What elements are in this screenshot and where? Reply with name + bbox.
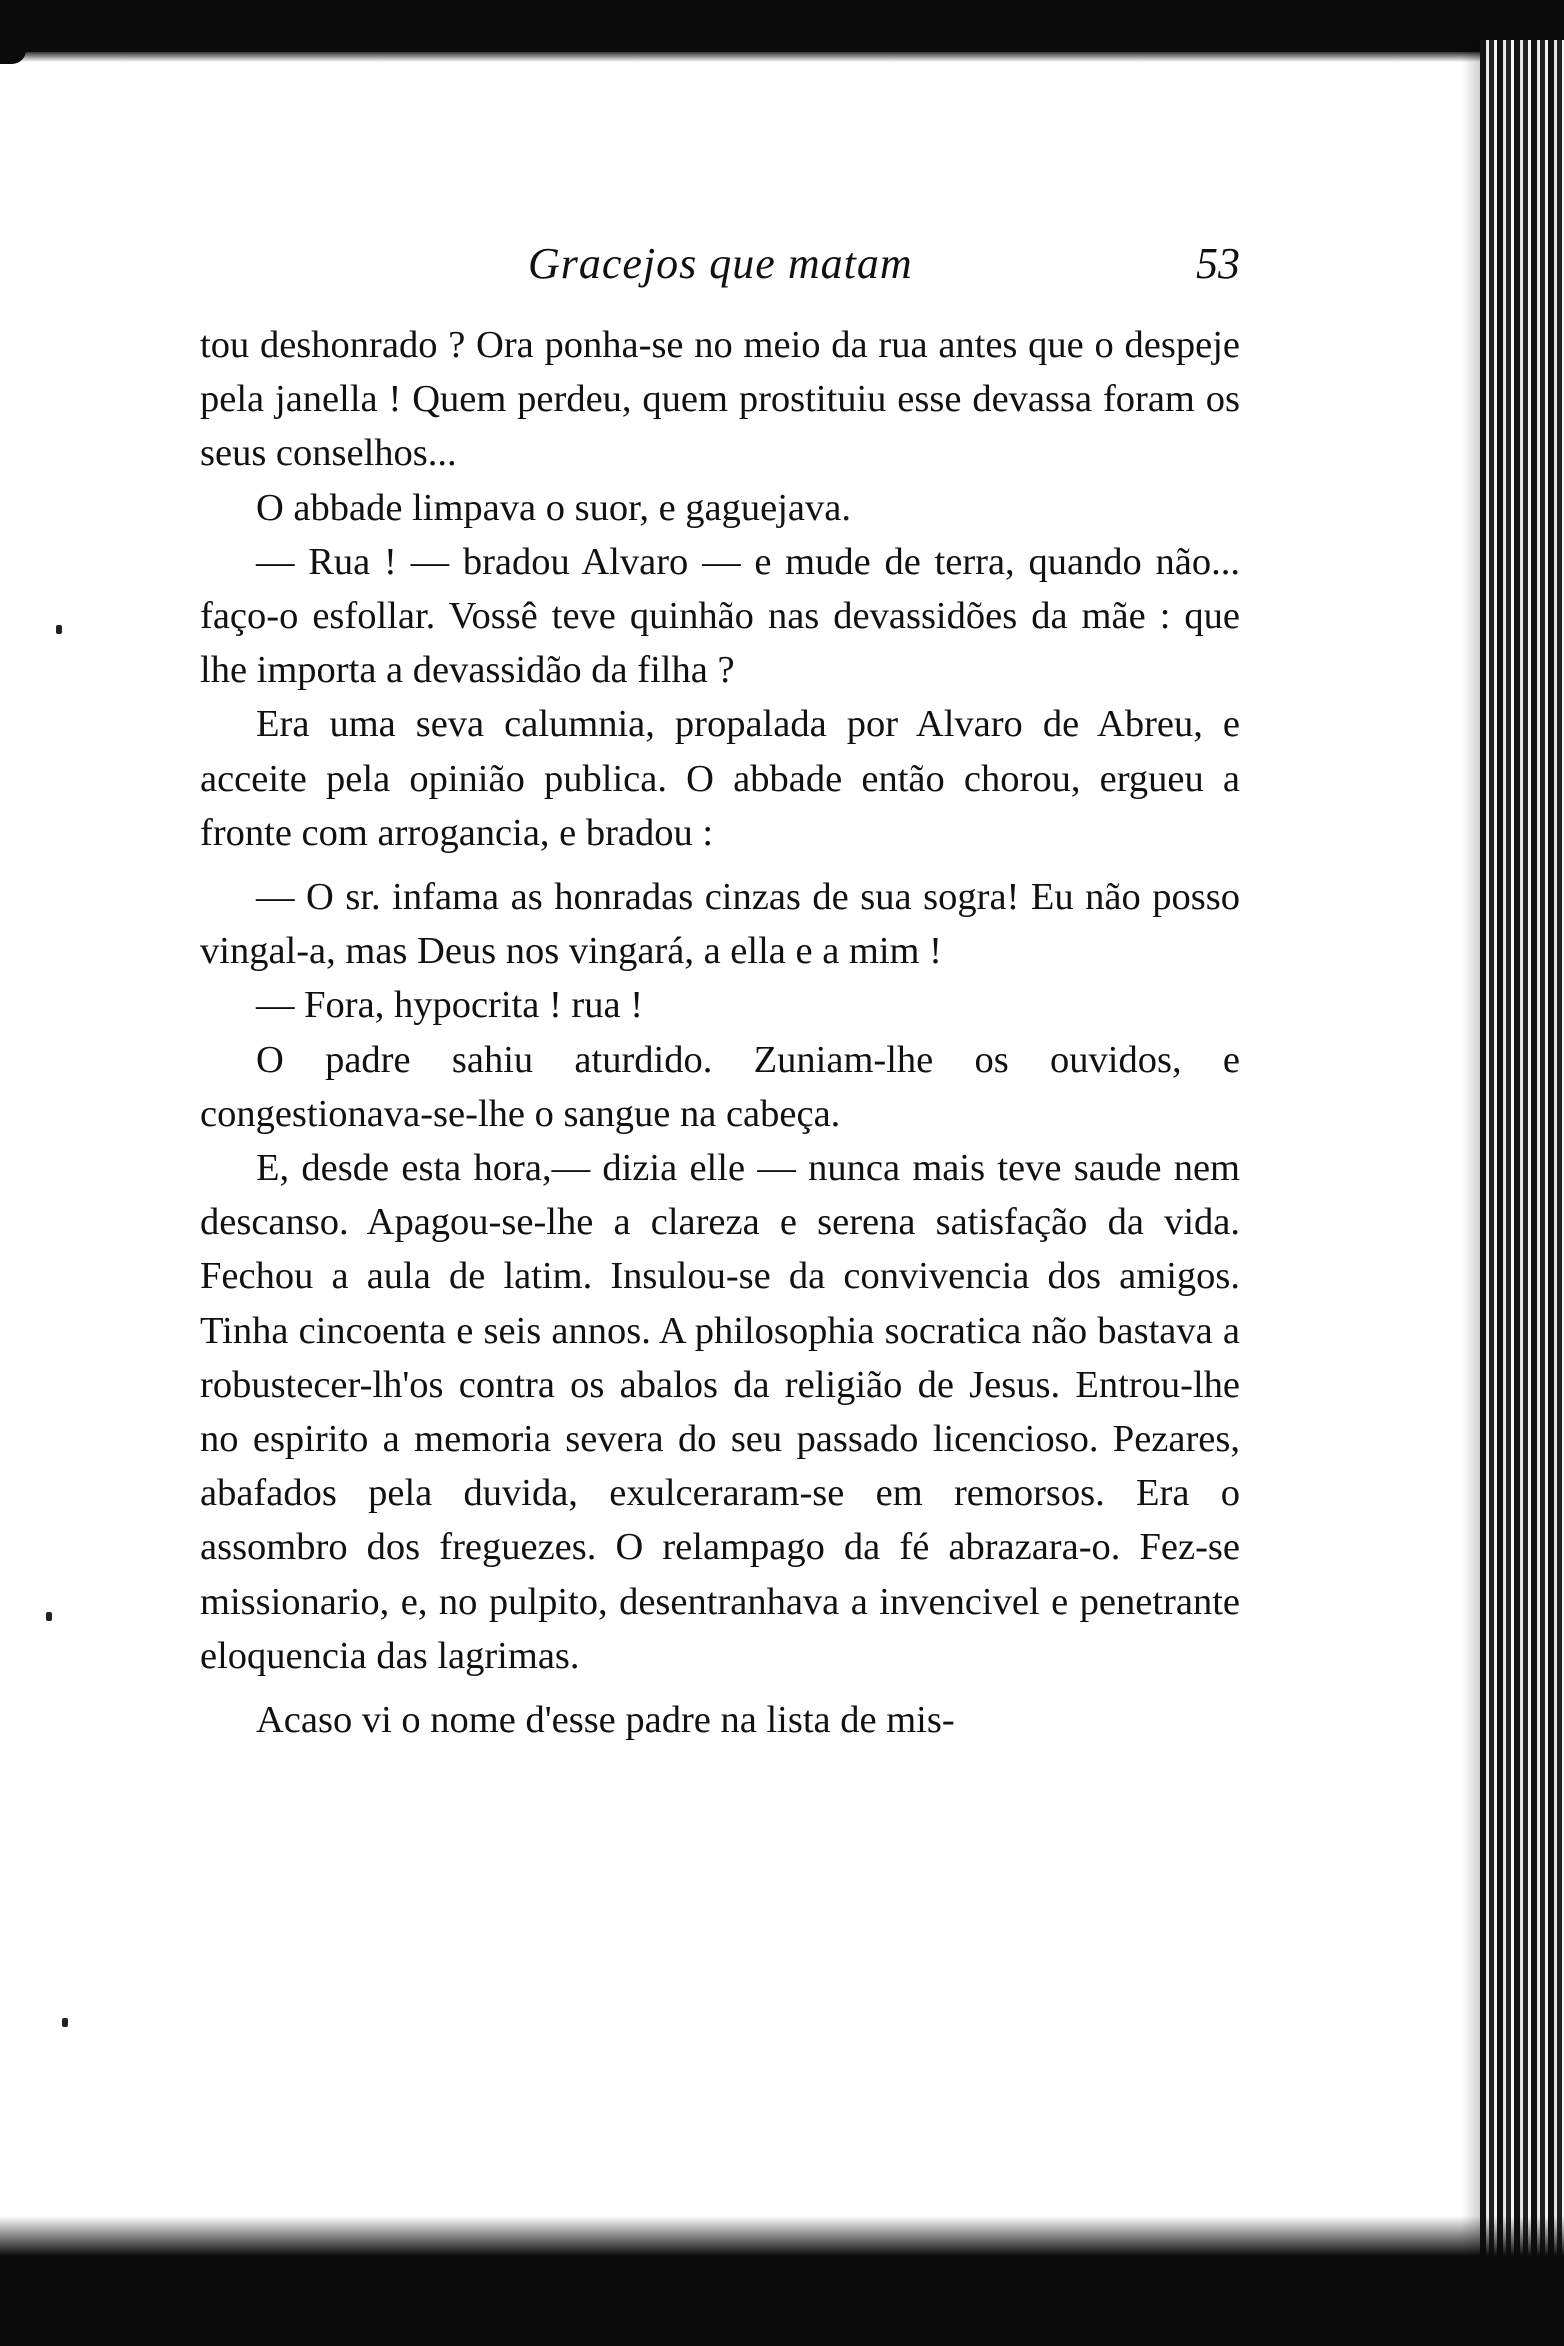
paragraph: tou deshonrado ? Ora ponha-se no meio da rua antes que o despeje pela janella ! Quem perdeu, quem prostituiu esse devassa foram os seus conselhos...: [200, 324, 1240, 475]
scan-page-edge: [1480, 40, 1564, 2290]
paragraph: — Rua ! — bradou Alvaro — e mude de terra, quando não... faço-o esfollar. Vossê teve quinhão nas devassidões da mãe : que lhe importa a devassidão da filha ?: [200, 540, 1240, 692]
paragraph: Acaso vi o nome d'esse padre na lista de mis-: [256, 1699, 955, 1742]
scan-top-border: [0, 0, 1564, 52]
paragraph: E, desde esta hora,— dizia elle — nunca mais teve saude nem descanso. Apagou-se-lhe a clareza e serena satisfação da vida. Fechou a aula de latim. Insulou-se da convivencia dos amigos. Tinha cincoenta e seis annos. A philosophia socratica não bastava a robustecer-lh'os contra os abalos da religião de Jesus. Entrou-lhe no espirito a memoria severa do seu passado licencioso. Pezares, abafados pela duvida, exulceraram-se em remorsos. Era o assombro dos freguezes. O relampago da fé abrazara-o. Fez-se missionario, e, no pulpito, desentranhava a invencivel e penetrante eloquencia das lagrimas.: [200, 1147, 1240, 1677]
paragraph: O padre sahiu aturdido. Zuniam-lhe os ouvidos, e congestionava-se-lhe o sangue na cabeça.: [200, 1038, 1240, 1135]
scan-bottom-border: [0, 2256, 1564, 2346]
paragraph: Era uma seva calumnia, propalada por Alvaro de Abreu, e acceite pela opinião publica. O abbade então chorou, ergueu a fronte com arrogancia, e bradou :: [200, 703, 1240, 854]
page-body: [200, 318, 1240, 1747]
page-number: 53: [1196, 239, 1240, 288]
margin-dot: [46, 1612, 52, 1621]
margin-dot: [56, 625, 62, 634]
running-head: [200, 238, 1240, 298]
paragraph: O abbade limpava o suor, e gaguejava.: [256, 486, 851, 529]
paragraph: — Fora, hypocrita ! rua !: [256, 984, 644, 1027]
paragraph: — O sr. infama as honradas cinzas de sua sogra! Eu não posso vingal-a, mas Deus nos vingará, a ella e a mim !: [200, 876, 1240, 973]
margin-dot: [62, 2018, 68, 2027]
running-title: Gracejos que matam: [528, 239, 913, 288]
